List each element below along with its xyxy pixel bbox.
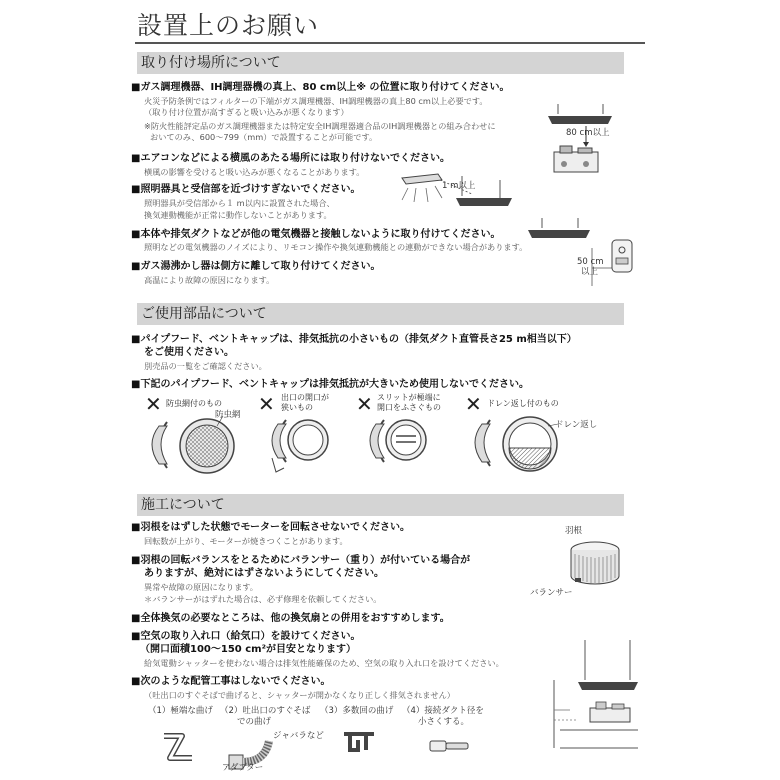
construction-item5-note: （吐出口のすぐそばで曲げると、シャッターが開かなくなり正しく排気されません） bbox=[144, 690, 455, 700]
construction-item2-note: ＊バランサーがはずれた場合は、必ず修理を依頼してください。 bbox=[144, 594, 382, 604]
mounting-item1-note: ※防火性能評定品のガス調理機器または特定安全IH調理器適合品のIH調理機器との組み合わせに bbox=[144, 121, 496, 131]
light-fixture-illustration bbox=[400, 170, 520, 216]
mounting-item5-title: ■ガス湯沸かし器は側方に離して取り付けてください。 bbox=[131, 261, 381, 272]
pipe-case-label: （3）多数回の曲げ bbox=[320, 706, 394, 716]
slit-hood-illustration bbox=[360, 410, 430, 480]
ng-item-label: 出口の開口が bbox=[281, 393, 329, 402]
construction-item2-title-cont: ありますが、絶対にはずさないようにしてください。 bbox=[144, 568, 384, 579]
page-title: 設置上のお願い bbox=[137, 11, 320, 40]
adapter-label: アダプター bbox=[222, 763, 264, 773]
distance-1m-label: 1 m以上 bbox=[442, 181, 476, 191]
construction-item4-note: 給気電動シャッターを使わない場合は排気性能確保のため、空気の取り入れ口を設けてください。 bbox=[144, 658, 504, 668]
construction-item3-title: ■全体換気の必要なところは、他の換気扇との併用をおすすめします。 bbox=[131, 613, 450, 624]
construction-item1-note: 回転数が上がり、モーターが焼きつくことがあります。 bbox=[144, 536, 348, 546]
ng-item-label: スリットが極端に bbox=[377, 393, 441, 402]
balancer-label: バランサー bbox=[530, 588, 573, 598]
blade-label: 羽根 bbox=[565, 526, 583, 536]
ng-item-label: ドレン返し付のもの bbox=[487, 399, 559, 408]
ng-item-label: 狭いもの bbox=[281, 403, 313, 412]
mounting-item1-title: ■ガス調理機器、IH調理器機の真上、80 cm以上※ の位置に取り付けてください。 bbox=[131, 82, 510, 93]
insect-net-label: 防虫網 bbox=[215, 410, 241, 420]
mounting-item4-title: ■本体や排気ダクトなどが他の電気機器と接触しないように取り付けてください。 bbox=[131, 229, 501, 240]
mounting-item2-note: 横風の影響を受けると吸い込みが悪くなることがあります。 bbox=[144, 167, 365, 177]
mounting-item1-note: （取り付け位置が高すぎると吸い込みが悪くなります） bbox=[144, 107, 349, 117]
distance-50cm-label-suffix: 以上 bbox=[581, 267, 599, 277]
pipe-case-label: 小さくする。 bbox=[418, 717, 470, 727]
narrow-outlet-hood-illustration bbox=[262, 410, 332, 480]
title-divider bbox=[135, 42, 645, 44]
x-mark-icon: ✕ bbox=[258, 392, 275, 416]
x-mark-icon: ✕ bbox=[356, 392, 373, 416]
water-heater-illustration bbox=[520, 218, 635, 288]
pipe-case-label: （2）吐出口のすぐそば bbox=[220, 706, 311, 716]
insect-net-hood-illustration bbox=[145, 410, 255, 480]
construction-item4-title-cont: （開口面積100～150 cm²が目安となります） bbox=[140, 644, 356, 655]
ng-item-label: 防虫網付のもの bbox=[166, 399, 222, 408]
section-heading-mounting: 取り付け場所について bbox=[137, 52, 624, 74]
parts-item1-title-cont: をご使用ください。 bbox=[144, 347, 234, 358]
parts-item1-note: 別売品の一覧をご確認ください。 bbox=[144, 361, 267, 371]
parts-item2-title: ■下記のパイプフード、ベントキャップは排気抵抗が大きいため使用しないでください。 bbox=[131, 379, 529, 390]
drain-return-label: ドレン返し bbox=[555, 420, 598, 430]
pipe-case-label: での曲げ bbox=[237, 717, 272, 727]
construction-item5-title: ■次のような配管工事はしないでください。 bbox=[131, 676, 331, 687]
mounting-item3-note: 換気連動機能が正常に動作しないことがあります。 bbox=[144, 210, 332, 220]
construction-item4-title: ■空気の取り入れ口（給気口）を設けてください。 bbox=[131, 631, 361, 642]
sharp-bend-pipe-illustration bbox=[160, 728, 200, 768]
reduced-duct-illustration bbox=[428, 738, 472, 754]
mounting-item3-note: 照明器具が受信部から１ m以内に設置された場合、 bbox=[144, 198, 335, 208]
mounting-item1-note: 火災予防条例ではフィルターの下端がガス調理機器、IH調理機器の真上80 cm以上必要です。 bbox=[144, 96, 488, 106]
construction-item2-title: ■羽根の回転バランスをとるためにバランサー（重り）が付いている場合が bbox=[131, 555, 471, 566]
hood-over-stove-illustration bbox=[548, 104, 618, 176]
mounting-item3-title: ■照明器具と受信部を近づけすぎないでください。 bbox=[131, 184, 361, 195]
parts-item1-title: ■パイプフード、ベントキャップは、排気抵抗の小さいもの（排気ダクト直管長さ25 m相当以下） bbox=[131, 334, 577, 345]
mounting-item2-title: ■エアコンなどによる横風のあたる場所には取り付けないでください。 bbox=[131, 153, 450, 164]
section-heading-parts: ご使用部品について bbox=[137, 303, 624, 325]
mounting-item5-note: 高温により故障の原因になります。 bbox=[144, 275, 275, 285]
pipe-case-label: （1）極端な曲げ bbox=[148, 706, 213, 716]
x-mark-icon: ✕ bbox=[145, 392, 162, 416]
x-mark-icon: ✕ bbox=[465, 392, 482, 416]
multiple-bends-pipe-illustration bbox=[340, 728, 380, 760]
construction-item1-title: ■羽根をはずした状態でモーターを回転させないでください。 bbox=[131, 522, 411, 533]
room-duct-illustration bbox=[540, 640, 640, 750]
mounting-item1-note: おいてのみ、600～799（mm）で設置することが可能です。 bbox=[150, 132, 378, 142]
section-heading-construction: 施工について bbox=[137, 494, 624, 516]
mounting-item4-note: 照明などの電気機器のノイズにより、リモコン操作や換気連動機能との連動ができない場合があります。 bbox=[144, 242, 528, 252]
ng-item-label: 開口をふさぐもの bbox=[377, 403, 441, 412]
construction-item2-note: 異常や故障の原因になります。 bbox=[144, 582, 258, 592]
pipe-case-label: （4）接続ダクト径を bbox=[402, 706, 484, 716]
fan-blade-illustration bbox=[565, 538, 625, 588]
distance-80cm-label: 80 cm以上 bbox=[566, 128, 610, 138]
bellows-label: ジャバラなど bbox=[273, 731, 324, 741]
distance-50cm-label: 50 cm bbox=[577, 257, 604, 267]
